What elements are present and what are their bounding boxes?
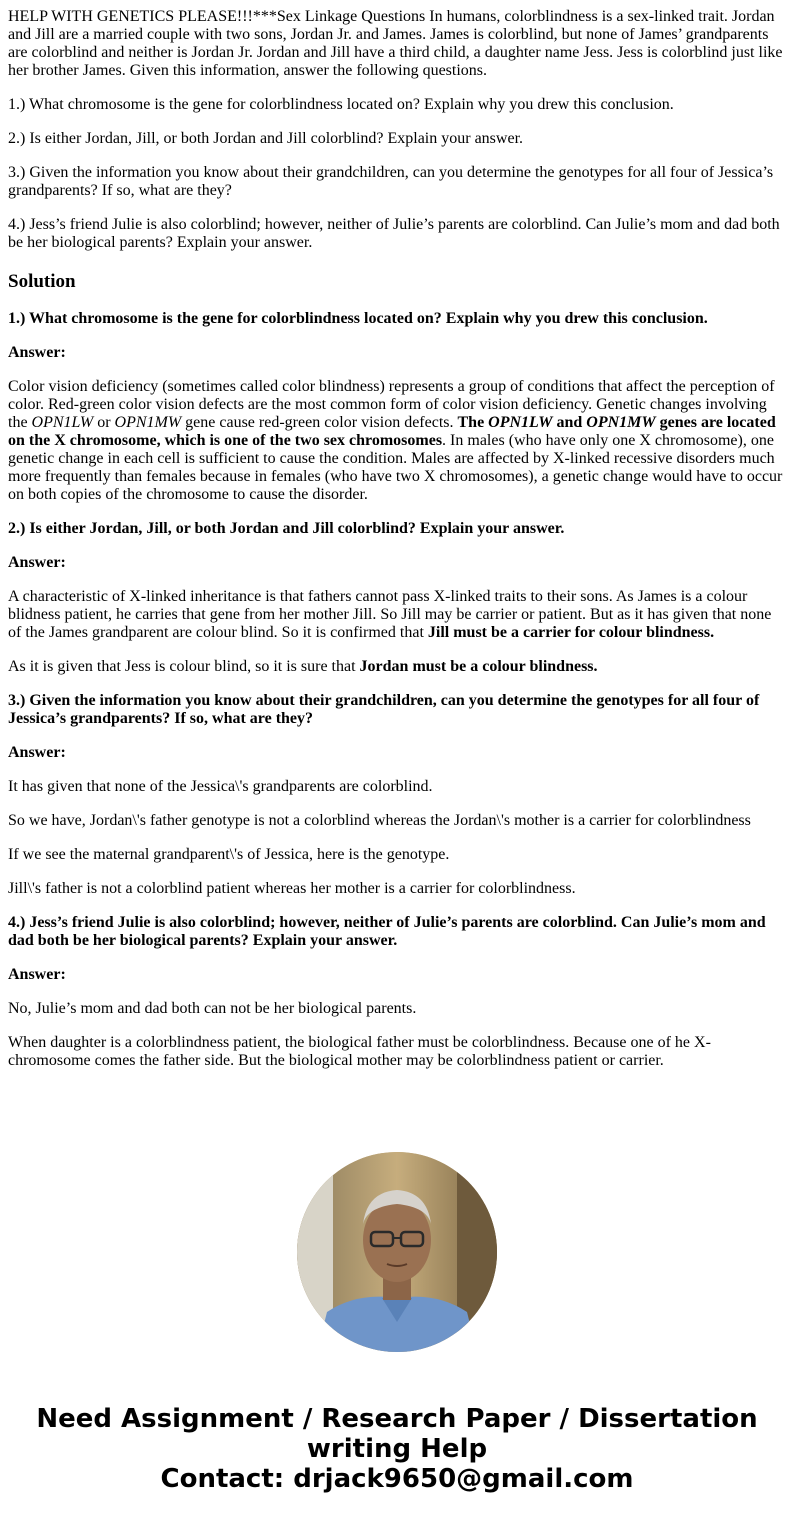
footer-promo (0, 1404, 794, 1494)
footer-line-2: writing Help (306, 1434, 488, 1464)
solution-question-1: 1.) What chromosome is the gene for colorblindness located on? Explain why you drew this conclusion. (8, 310, 708, 327)
avatar-portrait-icon (297, 1152, 497, 1352)
answer-3-para: So we have, Jordan\'s father genotype is not a colorblind whereas the Jordan\'s mother is a carrier for colorblindness (8, 812, 751, 829)
footer-contact: Contact: drjack9650@gmail.com (160, 1464, 634, 1494)
solution-question-3: 3.) Given the information you know about their grandchildren, can you determine the genotypes for all four of Jessica’s grandparents? If so, what are they? (8, 692, 760, 727)
answer-2-bold: Jill must be a carrier for colour blindness. (427, 624, 715, 641)
answer-1-bold-span: genes are located on the X chromosome, which is one of the two sex chromosomes (8, 414, 776, 449)
answer-4-para: When daughter is a colorblindness patient, the biological father must be colorblindness. Because one of he X-chromosome comes the father side. But the biological mother may be colorblindness patient or carrier. (8, 1034, 711, 1069)
footer-line-1: Need Assignment / Research Paper / Dissertation (36, 1404, 758, 1434)
question-intro (8, 8, 786, 80)
question-title: HELP WITH GENETICS PLEASE!!!***Sex Linkage Questions (8, 8, 426, 25)
answer-1-span: . In males (who have only one X chromosome), one genetic change in each cell is sufficient to cause the condition. Males are affected by X-linked recessive disorders much more frequently than females because in females (who have two X chromosomes), a genetic change would have to occur on both copies of the chromosome to cause the disorder. (8, 432, 783, 503)
answer-label-4: Answer: (8, 966, 66, 983)
answer-1-text (8, 378, 786, 504)
answer-1-span: or (93, 414, 115, 431)
answer-3-para: If we see the maternal grandparent\'s of Jessica, here is the genotype. (8, 846, 450, 863)
question-body: In humans, colorblindness is a sex-linked trait. Jordan and Jill are a married couple with two sons, Jordan Jr. and James. James is colorblind, but none of James’ grandparents are colorblind and neither is Jordan Jr. Jordan and Jill have a third child, a daughter name Jess. Jess is colorblind just like her brother James. Given this information, answer the following questions. (8, 8, 783, 79)
answer-3-para: It has given that none of the Jessica\'s grandparents are colorblind. (8, 778, 433, 795)
answer-2-bold: Jordan must be a colour blindness. (359, 658, 598, 675)
gene-opn1lw: OPN1LW (31, 414, 94, 431)
page-content (8, 8, 786, 1086)
question-item-4: 4.) Jess’s friend Julie is also colorblind; however, neither of Julie’s parents are colorblind. Can Julie’s mom and dad both be her biological parents? Explain your answer. (8, 216, 780, 251)
answer-1-span: Color vision deficiency (sometimes called color blindness) represents a group of conditions that affect the perception of color. Red-green color vision defects are the most common form of color vision deficiency. Genetic changes involving the (8, 378, 775, 431)
solution-heading: Solution (8, 271, 76, 292)
answer-2-text: As it is given that Jess is colour blind, so it is sure that (8, 658, 360, 675)
question-item-1: 1.) What chromosome is the gene for colorblindness located on? Explain why you drew this conclusion. (8, 96, 674, 113)
answer-4-para: No, Julie’s mom and dad both can not be her biological parents. (8, 1000, 417, 1017)
answer-1-span: gene cause red-green color vision defects. (181, 414, 458, 431)
answer-1-bold-span: and (552, 414, 587, 431)
solution-question-4: 4.) Jess’s friend Julie is also colorblind; however, neither of Julie’s parents are colorblind. Can Julie’s mom and dad both be her biological parents? Explain your answer. (8, 914, 766, 949)
answer-label-3: Answer: (8, 744, 66, 761)
question-item-3: 3.) Given the information you know about their grandchildren, can you determine the genotypes for all four of Jessica’s grandparents? If so, what are they? (8, 164, 774, 199)
answer-2-text: A characteristic of X-linked inheritance is that fathers cannot pass X-linked traits to their sons. As James is a colour blidness patient, he carries that gene from her mother Jill. So Jill may be carrier or patient. But as it has given that none of the James grandparent are colour blind. So it is confirmed that (8, 588, 772, 641)
avatar (297, 1152, 497, 1352)
gene-opn1mw-bold: OPN1MW (586, 414, 656, 431)
answer-2-para-2 (8, 658, 786, 676)
gene-opn1lw-bold: OPN1LW (488, 414, 553, 431)
question-item-2: 2.) Is either Jordan, Jill, or both Jordan and Jill colorblind? Explain your answer. (8, 130, 524, 147)
answer-label-2: Answer: (8, 554, 66, 571)
answer-2-para-1 (8, 588, 786, 642)
answer-3-para: Jill\'s father is not a colorblind patient whereas her mother is a carrier for colorblindness. (8, 880, 576, 897)
answer-1-bold-span: The (457, 414, 489, 431)
solution-question-2: 2.) Is either Jordan, Jill, or both Jordan and Jill colorblind? Explain your answer. (8, 520, 565, 537)
answer-label-1: Answer: (8, 344, 66, 361)
gene-opn1mw: OPN1MW (114, 414, 182, 431)
